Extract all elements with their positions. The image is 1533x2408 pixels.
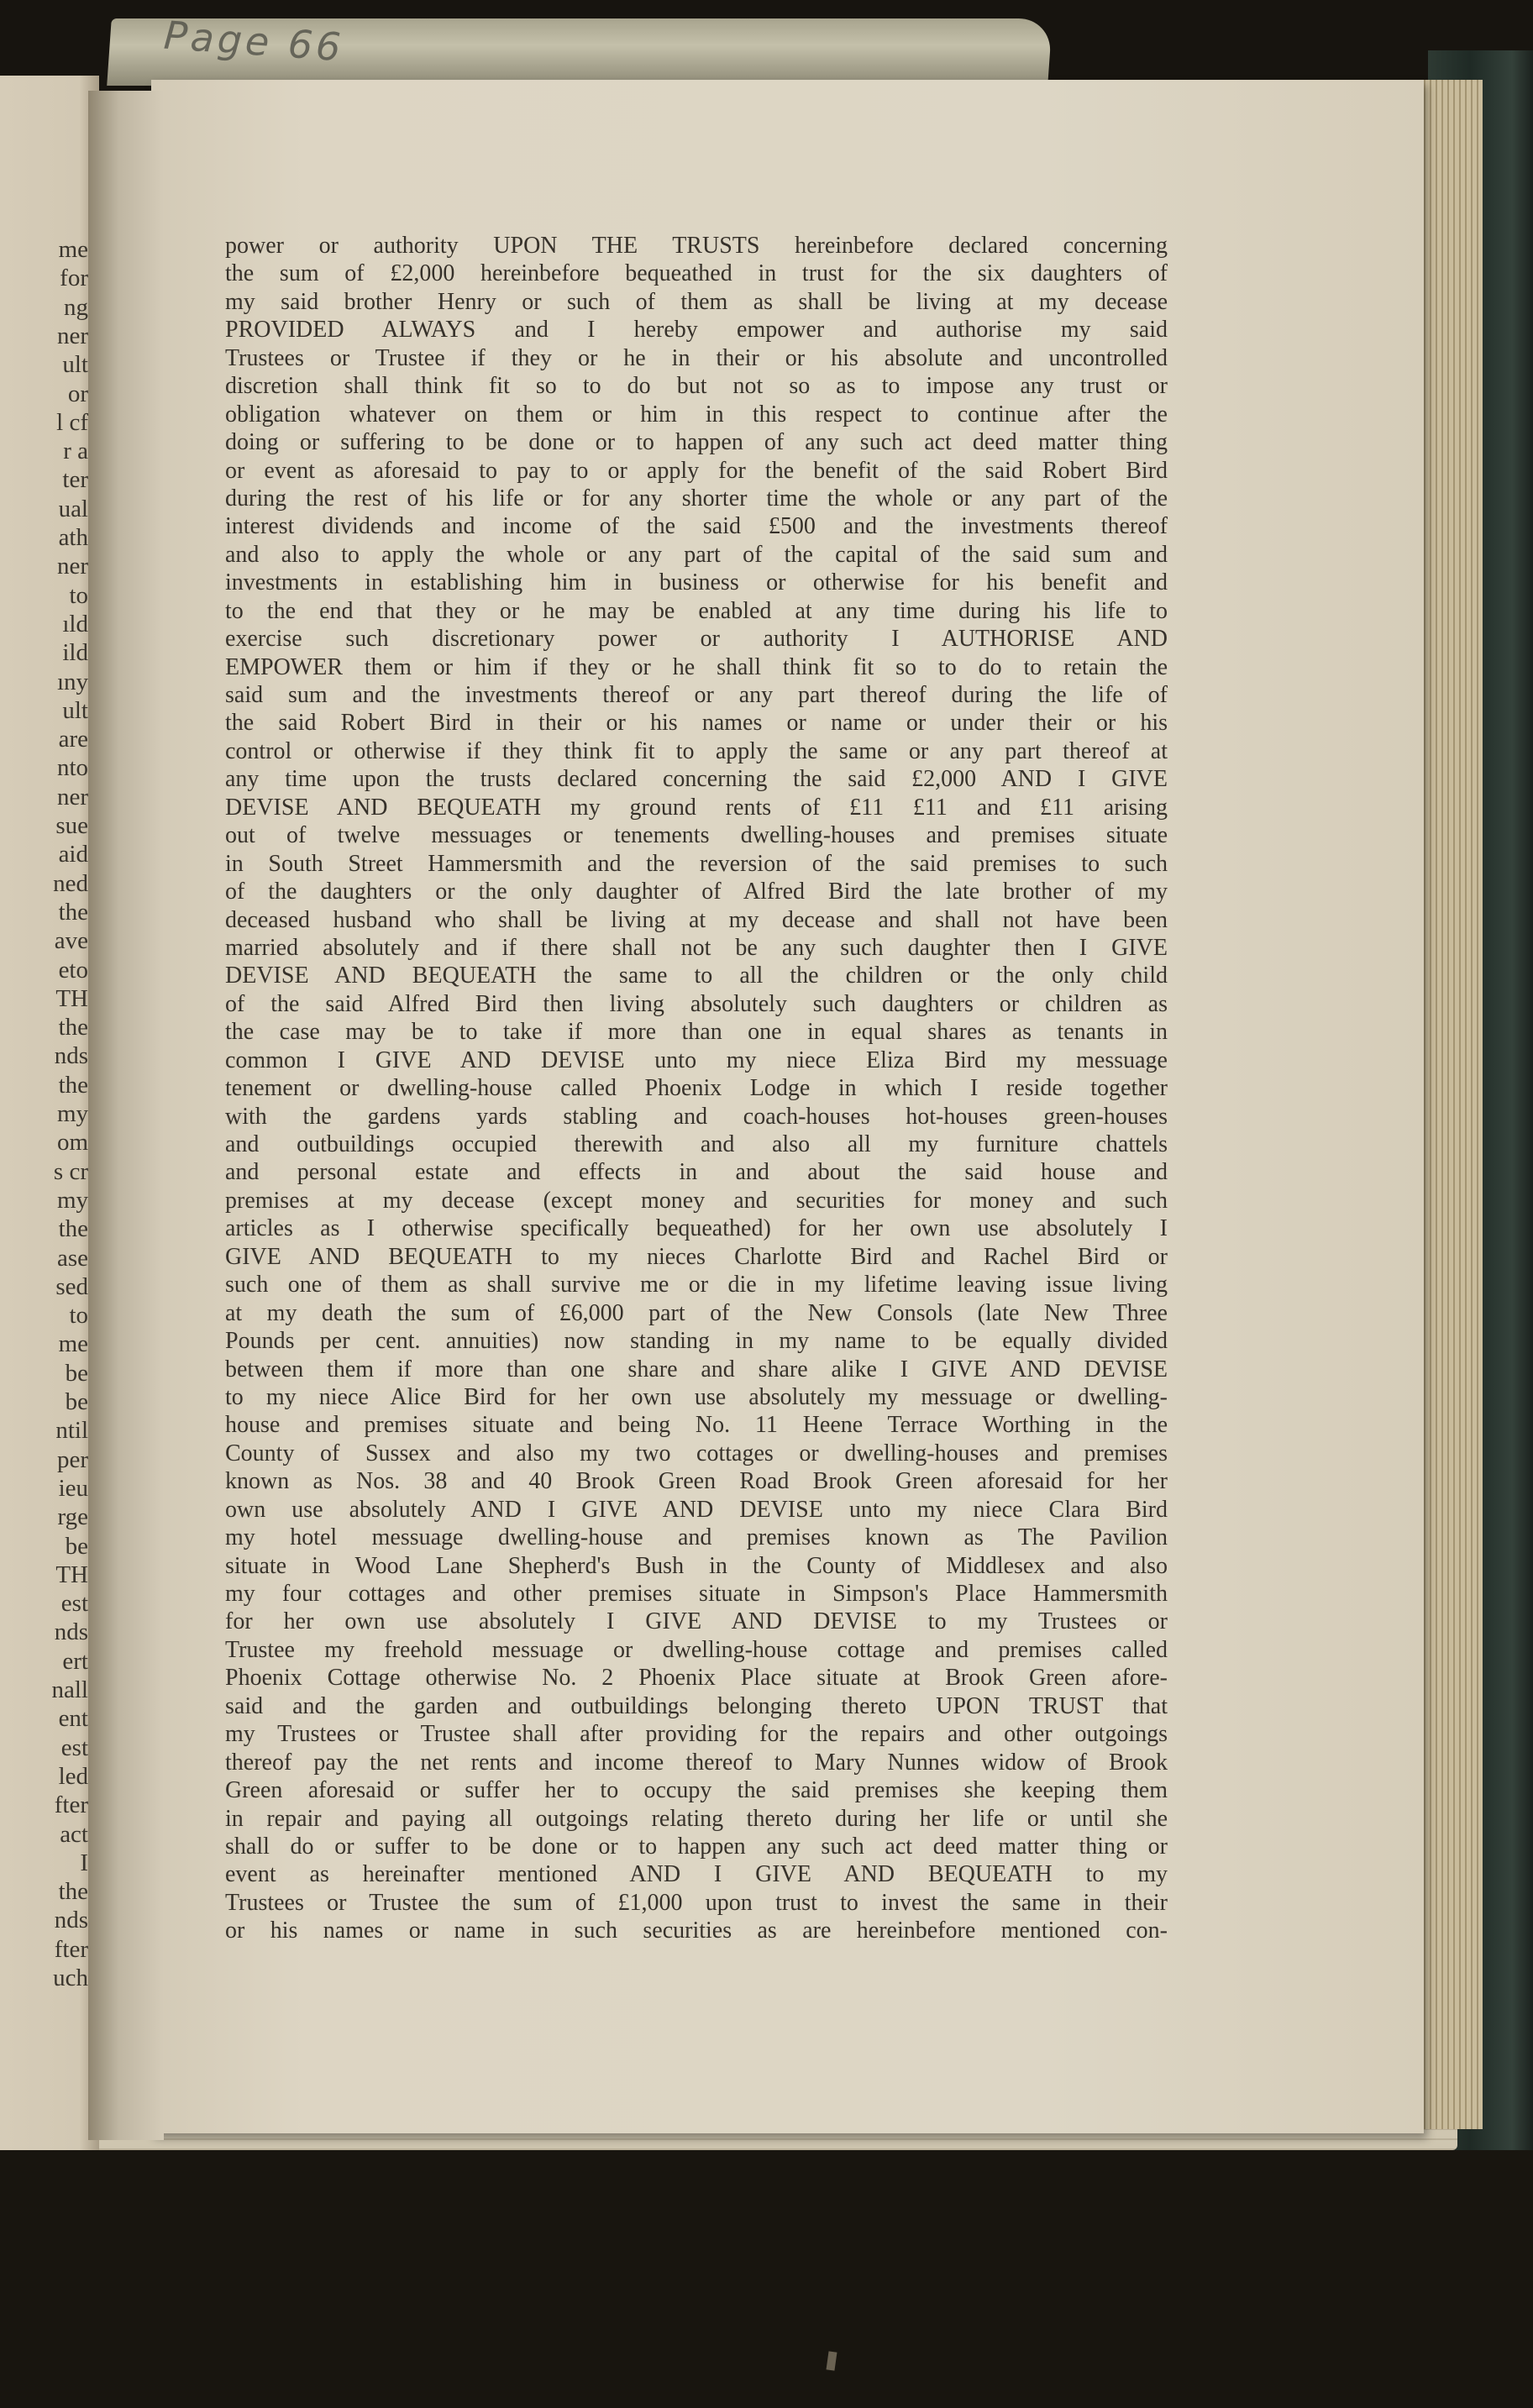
text-line xyxy=(225,1917,1168,1944)
text-line xyxy=(225,288,1168,316)
left-page-line-fragment: ner xyxy=(56,553,88,580)
left-page-line-fragment: the xyxy=(58,1878,88,1906)
left-page-line-fragment: TH xyxy=(55,984,88,1012)
text-line xyxy=(225,1692,1168,1720)
left-page-line-fragment: rge xyxy=(57,1503,88,1531)
text-line xyxy=(225,1214,1168,1242)
left-page-line-fragment: led xyxy=(58,1762,88,1790)
text-line-content: any time upon the trusts declared concerning the said £2,000 AND I GIVE xyxy=(225,766,1168,793)
text-line-content: thereof pay the net rents and income thereof to Mary Nunnes widow of Brook xyxy=(225,1749,1168,1776)
text-line xyxy=(225,1243,1168,1271)
text-line-content: own use absolutely AND I GIVE AND DEVISE unto my niece Clara Bird xyxy=(225,1496,1168,1523)
text-line-content: Trustees or Trustee the sum of £1,000 upon trust to invest the same in their xyxy=(225,1889,1168,1916)
text-line-content: tenement or dwelling-house called Phoenix Lodge in which I reside together xyxy=(225,1075,1168,1102)
text-line xyxy=(225,1411,1168,1439)
left-page-line-fragment: ent xyxy=(58,1705,88,1733)
left-page-line-fragment: the xyxy=(58,898,88,926)
text-line-content: the case may be to take if more than one in equal shares as tenants in xyxy=(225,1019,1168,1046)
text-line xyxy=(225,765,1168,793)
left-page-line-fragment: nall xyxy=(51,1676,88,1703)
text-line-content: married absolutely and if there shall not be any such daughter then I GIVE xyxy=(225,934,1168,961)
left-page-line-fragment: ieu xyxy=(58,1474,88,1502)
text-line-content: premises at my decease (except money and securities for money and such xyxy=(225,1187,1168,1214)
left-page-line-fragment: ath xyxy=(58,524,88,551)
text-line-content: said sum and the investments thereof or any part thereof during the life of xyxy=(225,682,1168,708)
text-line-content: Trustee my freehold messuage or dwelling-house cottage and premises called xyxy=(225,1636,1168,1663)
text-line xyxy=(225,1467,1168,1495)
text-line xyxy=(225,1749,1168,1776)
text-line-content: situate in Wood Lane Shepherd's Bush in the County of Middlesex and also xyxy=(225,1552,1168,1579)
text-line xyxy=(225,1356,1168,1383)
text-line xyxy=(225,1805,1168,1833)
left-page-line-fragment: om xyxy=(56,1129,88,1157)
left-page-line-fragment: ult xyxy=(62,696,88,724)
left-page-line-fragment: be xyxy=(65,1388,88,1415)
text-line xyxy=(225,1158,1168,1186)
text-line xyxy=(225,1636,1168,1664)
text-line xyxy=(225,990,1168,1018)
left-page-line-fragment: the xyxy=(58,1014,88,1041)
left-page-line-fragment: ıld xyxy=(62,610,88,637)
left-page-line-fragment: nds xyxy=(54,1618,88,1646)
text-line xyxy=(225,1187,1168,1214)
text-line-content: Pounds per cent. annuities) now standing in my name to be equally divided xyxy=(225,1328,1168,1355)
text-line-content: PROVIDED ALWAYS and I hereby empower and authorise my said xyxy=(225,317,1168,344)
left-page-line-fragment: nds xyxy=(54,1907,88,1934)
text-line xyxy=(225,709,1168,737)
text-line xyxy=(225,1664,1168,1692)
text-line xyxy=(225,850,1168,878)
text-line-content: my hotel messuage dwelling-house and premises known as The Pavilion xyxy=(225,1524,1168,1551)
left-page-line-fragment: the xyxy=(58,1071,88,1099)
text-line-content: of the said Alfred Bird then living absolutely such daughters or children as xyxy=(225,990,1168,1017)
text-line-content: common I GIVE AND DEVISE unto my niece Eliza Bird my messuage xyxy=(225,1047,1168,1073)
left-page-line-fragment: sue xyxy=(55,812,88,839)
text-line xyxy=(225,485,1168,512)
left-page-line-fragment: ner xyxy=(56,783,88,811)
text-line xyxy=(225,401,1168,428)
text-line-content: to the end that they or he may be enabled at any time during his life to xyxy=(225,597,1168,624)
text-line xyxy=(225,316,1168,344)
text-line xyxy=(225,962,1168,989)
pencil-page-note: Page 66 xyxy=(162,12,346,71)
left-page-line-fragment: ned xyxy=(53,869,88,897)
left-page-line-fragment: l cf xyxy=(56,408,88,436)
left-page-line-fragment: are xyxy=(58,726,88,753)
text-line-content: with the gardens yards stabling and coach-houses hot-houses green-houses xyxy=(225,1103,1168,1130)
left-page-line-fragment: the xyxy=(58,1215,88,1243)
text-line-content: DEVISE AND BEQUEATH the same to all the children or the only child xyxy=(225,963,1168,989)
text-line xyxy=(225,681,1168,709)
left-page-line-fragment: per xyxy=(56,1445,88,1473)
text-line-content: at my death the sum of £6,000 part of the New Consols (late New Three xyxy=(225,1299,1168,1326)
text-line xyxy=(225,1776,1168,1804)
left-page-line-fragment: ner xyxy=(56,322,88,349)
text-line-content: for her own use absolutely I GIVE AND DEVISE to my Trustees or xyxy=(225,1608,1168,1635)
left-page-line-fragment: aid xyxy=(58,841,88,868)
left-page-line-fragment: ild xyxy=(62,639,88,667)
left-page-line-fragment: ntil xyxy=(55,1417,88,1445)
left-page-line-fragment: me xyxy=(58,1330,88,1358)
text-line-content: interest dividends and income of the said £500 and the investments thereof xyxy=(225,513,1168,540)
text-line-content: my four cottages and other premises situate in Simpson's Place Hammersmith xyxy=(225,1581,1168,1607)
text-line-content: and also to apply the whole or any part of the capital of the said sum and xyxy=(225,541,1168,568)
text-line-content: out of twelve messuages or tenements dwelling-houses and premises situate xyxy=(225,822,1168,849)
left-page-line-fragment: for xyxy=(60,265,88,292)
text-line xyxy=(225,625,1168,653)
text-line-content: or his names or name in such securities as are hereinbefore mentioned con- xyxy=(225,1917,1168,1944)
text-line xyxy=(225,344,1168,372)
text-line-content: known as Nos. 38 and 40 Brook Green Road Brook Green aforesaid for her xyxy=(225,1468,1168,1495)
text-line xyxy=(225,1833,1168,1860)
text-line xyxy=(225,906,1168,934)
text-line-content: Trustees or Trustee if they or he in their or his absolute and uncontrolled xyxy=(225,344,1168,371)
left-page-line-fragment: fter xyxy=(54,1935,88,1963)
left-page-line-fragment: ual xyxy=(58,495,88,522)
book-gutter-shadow xyxy=(88,91,164,2140)
text-line-content: investments in establishing him in business or otherwise for his benefit and xyxy=(225,569,1168,596)
text-line xyxy=(225,1271,1168,1298)
text-line-content: during the rest of his life or for any shorter time the whole or any part of the xyxy=(225,485,1168,512)
text-line xyxy=(225,821,1168,849)
left-page-line-fragment: r a xyxy=(63,438,88,465)
left-page-line-fragment: me xyxy=(58,236,88,263)
text-line-content: the sum of £2,000 hereinbefore bequeathed in trust for the six daughters of xyxy=(225,260,1168,287)
text-line-content: my said brother Henry or such of them as shall be living at my decease xyxy=(225,288,1168,315)
text-line-content: DEVISE AND BEQUEATH my ground rents of £11 £11 and £11 arising xyxy=(225,794,1168,821)
left-page-line-fragment: nds xyxy=(54,1042,88,1070)
text-line-content: obligation whatever on them or him in this respect to continue after the xyxy=(225,401,1168,428)
left-page-line-fragment: ult xyxy=(62,351,88,379)
text-line xyxy=(225,737,1168,765)
left-page-line-fragment: my xyxy=(56,1186,88,1214)
text-line xyxy=(225,1552,1168,1580)
text-line xyxy=(225,541,1168,569)
text-line xyxy=(225,1496,1168,1524)
left-page-line-fragment: nto xyxy=(56,754,88,782)
left-page-line-fragment: be xyxy=(65,1359,88,1387)
text-line-content: said and the garden and outbuildings belonging thereto UPON TRUST that xyxy=(225,1692,1168,1719)
document-body-text xyxy=(225,232,1168,1945)
text-line xyxy=(225,934,1168,962)
text-line-content: articles as I otherwise specifically bequeathed) for her own use absolutely I xyxy=(225,1215,1168,1242)
text-line xyxy=(225,1074,1168,1102)
text-line-content: EMPOWER them or him if they or he shall think fit so to do to retain the xyxy=(225,653,1168,680)
text-line xyxy=(225,372,1168,400)
page-edges-right xyxy=(1420,80,1483,2129)
text-line-content: of the daughters or the only daughter of Alfred Bird the late brother of my xyxy=(225,879,1168,905)
text-line xyxy=(225,1608,1168,1635)
text-line-content: exercise such discretionary power or authority I AUTHORISE AND xyxy=(225,626,1168,653)
left-page-line-fragment: act xyxy=(60,1820,88,1848)
text-line-content: house and premises situate and being No. 11 Heene Terrace Worthing in the xyxy=(225,1412,1168,1439)
left-page-line-fragment: s cr xyxy=(53,1157,88,1185)
text-line xyxy=(225,1047,1168,1074)
left-page-line-fragment: ng xyxy=(64,293,88,321)
text-line-content: Green aforesaid or suffer her to occupy the said premises she keeping them xyxy=(225,1777,1168,1804)
left-page-line-fragment: sed xyxy=(55,1272,88,1300)
left-page-line-fragment: ter xyxy=(62,466,88,494)
text-line xyxy=(225,1524,1168,1551)
left-page-line-fragment: ave xyxy=(54,927,88,955)
left-page-line-fragment: eto xyxy=(58,956,88,984)
left-page-line-fragment: TH xyxy=(55,1561,88,1588)
text-line xyxy=(225,1580,1168,1608)
text-line xyxy=(225,1103,1168,1131)
text-line-content: my Trustees or Trustee shall after providing for the repairs and other outgoings xyxy=(225,1721,1168,1748)
text-line-content: and outbuildings occupied therewith and also all my furniture chattels xyxy=(225,1131,1168,1157)
text-line-content: doing or suffering to be done or to happen of any such act deed matter thing xyxy=(225,429,1168,456)
text-line-content: the said Robert Bird in their or his names or name or under their or his xyxy=(225,710,1168,737)
left-page-line-fragment: or xyxy=(67,380,88,407)
text-line xyxy=(225,1383,1168,1411)
left-page-line-fragment: to xyxy=(69,1302,88,1330)
left-page-line-fragment: to xyxy=(69,581,88,609)
text-line xyxy=(225,512,1168,540)
text-line-content: GIVE AND BEQUEATH to my nieces Charlotte Bird and Rachel Bird or xyxy=(225,1243,1168,1270)
text-line xyxy=(225,232,1168,260)
text-line-content: control or otherwise if they think fit to apply the same or any part thereof at xyxy=(225,737,1168,764)
text-line-content: or event as aforesaid to pay to or apply for the benefit of the said Robert Bird xyxy=(225,457,1168,484)
text-line xyxy=(225,457,1168,485)
left-page-line-fragment: I xyxy=(80,1849,88,1876)
text-line-content: event as hereinafter mentioned AND I GIVE AND BEQUEATH to my xyxy=(225,1861,1168,1888)
text-line-content: and personal estate and effects in and about the said house and xyxy=(225,1159,1168,1186)
left-page-line-fragment: be xyxy=(65,1532,88,1560)
left-page-line-fragment: fter xyxy=(54,1792,88,1819)
text-line xyxy=(225,1018,1168,1046)
text-line xyxy=(225,1299,1168,1327)
text-line-content: shall do or suffer to be done or to happen any such act deed matter thing or xyxy=(225,1833,1168,1860)
left-page-line-fragment: uch xyxy=(53,1965,88,1991)
left-page-line-fragment: est xyxy=(60,1734,88,1761)
left-page-line-fragment: ıny xyxy=(56,668,88,695)
text-line xyxy=(225,569,1168,596)
text-line-content: deceased husband who shall be living at my decease and shall not have been xyxy=(225,906,1168,933)
text-line-content: County of Sussex and also my two cottages or dwelling-houses and premises xyxy=(225,1440,1168,1466)
text-line-content: between them if more than one share and share alike I GIVE AND DEVISE xyxy=(225,1356,1168,1382)
left-page-line-fragment: my xyxy=(56,1100,88,1127)
text-line xyxy=(225,1860,1168,1888)
text-line xyxy=(225,1131,1168,1158)
text-line-content: in South Street Hammersmith and the reversion of the said premises to such xyxy=(225,850,1168,877)
text-line-content: such one of them as shall survive me or die in my lifetime leaving issue living xyxy=(225,1272,1168,1298)
text-line xyxy=(225,1440,1168,1467)
text-line xyxy=(225,878,1168,905)
text-line xyxy=(225,260,1168,287)
text-line-content: power or authority UPON THE TRUSTS hereinbefore declared concerning xyxy=(225,233,1168,259)
left-page-line-fragment: ert xyxy=(62,1647,88,1675)
text-line-content: in repair and paying all outgoings relating thereto during her life or until she xyxy=(225,1805,1168,1832)
dark-background-bottom xyxy=(0,2150,1533,2408)
text-line-content: discretion shall think fit so to do but not so as to impose any trust or xyxy=(225,373,1168,400)
text-line-content: Phoenix Cottage otherwise No. 2 Phoenix Place situate at Brook Green afore- xyxy=(225,1665,1168,1692)
text-line xyxy=(225,1327,1168,1355)
text-line xyxy=(225,428,1168,456)
text-line xyxy=(225,794,1168,821)
text-line xyxy=(225,653,1168,681)
text-line xyxy=(225,1889,1168,1917)
left-page-line-fragment: ase xyxy=(56,1244,88,1272)
text-line-content: to my niece Alice Bird for her own use absolutely my messuage or dwelling- xyxy=(225,1383,1168,1410)
left-page-line-fragment: est xyxy=(60,1590,88,1618)
text-line xyxy=(225,1720,1168,1748)
text-line xyxy=(225,597,1168,625)
